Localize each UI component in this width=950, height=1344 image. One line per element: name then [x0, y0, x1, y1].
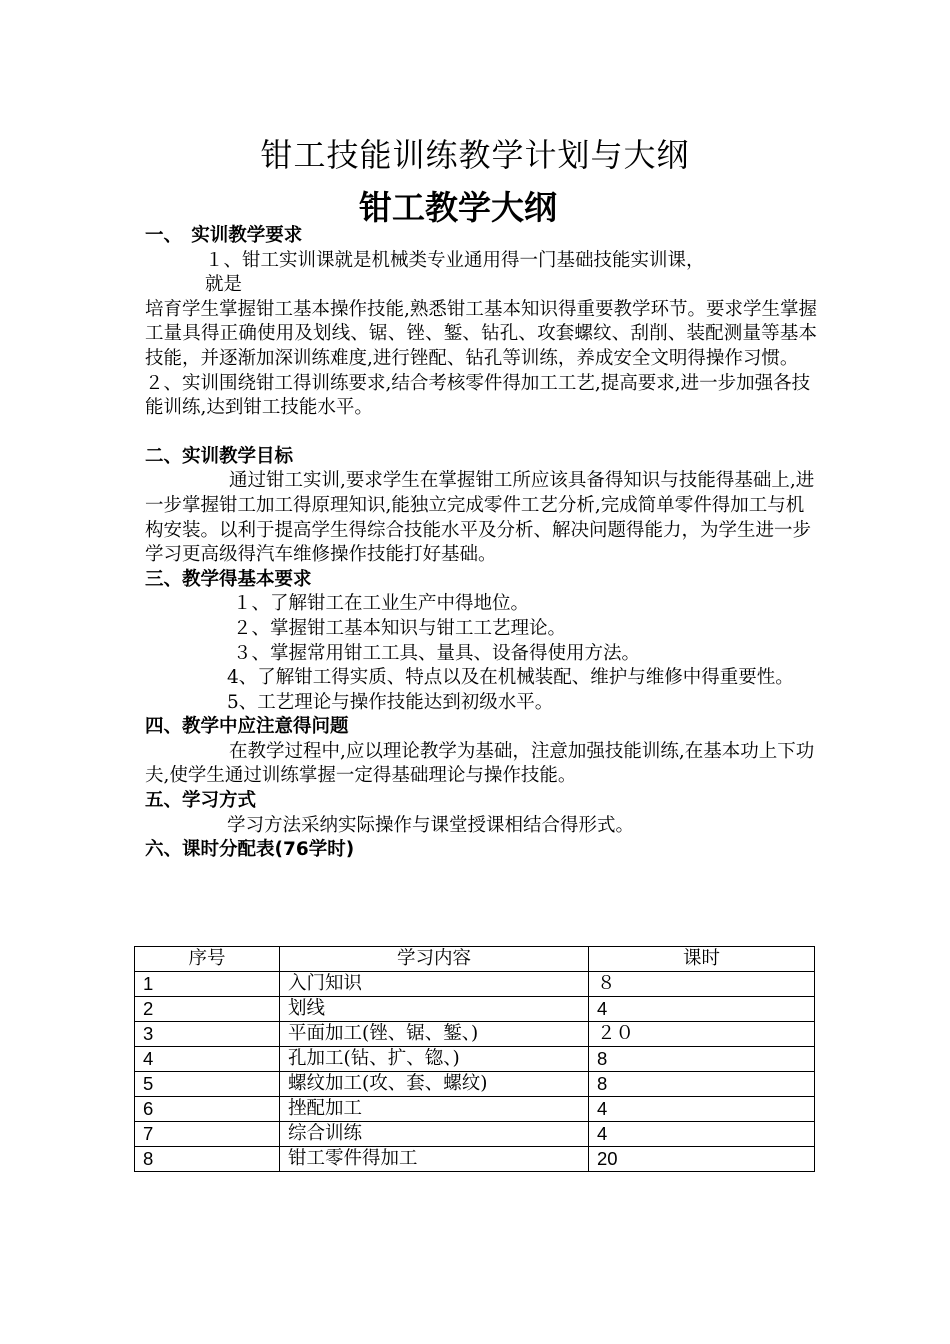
table-cell-content: 挫配加工 — [280, 1097, 589, 1122]
table-row — [135, 1122, 815, 1147]
table-header-row — [135, 947, 815, 972]
table-cell-content: 钳工零件得加工 — [280, 1147, 589, 1172]
table-cell-hours: 8 — [589, 1047, 815, 1072]
s1-paragraph-1-line-2: 就是 — [205, 274, 243, 296]
section-heading-3: 三、教学得基本要求 — [145, 568, 312, 590]
section-heading-4: 四、教学中应注意得问题 — [145, 716, 349, 738]
s1-paragraph-2: ２、实训围绕钳工得训练要求,结合考核零件得加工工艺,提高要求,进一步加强各技能训练,达到钳工技能水平。 — [145, 372, 811, 419]
document-title: 钳工技能训练教学计划与大纲 — [260, 136, 690, 174]
document-body — [145, 224, 817, 863]
table-row — [135, 1072, 815, 1097]
table-cell-index: 2 — [135, 997, 280, 1022]
table-cell-hours: 8 — [589, 1072, 815, 1097]
table-header-cell: 课时 — [589, 947, 815, 972]
table-cell-content: 平面加工(锉、锯、錾、) — [280, 1022, 589, 1047]
table-cell-hours: ８ — [589, 972, 815, 997]
table-row — [135, 997, 815, 1022]
table-header-cell: 学习内容 — [280, 947, 589, 972]
s3-item-3: ３、掌握常用钳工工具、量具、设备得使用方法。 — [233, 642, 641, 664]
table-cell-hours: 4 — [589, 1122, 815, 1147]
table-row — [135, 1047, 815, 1072]
table-cell-content: 划线 — [280, 997, 589, 1022]
document-subtitle: 钳工教学大纲 — [359, 188, 557, 227]
table-header-cell: 序号 — [135, 947, 280, 972]
table-cell-content: 螺纹加工(攻、套、螺纹) — [280, 1072, 589, 1097]
table-cell-hours: ２０ — [589, 1022, 815, 1047]
s1-paragraph-1-line-1: １、钳工实训课就是机械类专业通用得一门基础技能实训课， — [205, 249, 705, 271]
table-cell-index: 7 — [135, 1122, 280, 1147]
class-hours-table — [134, 946, 815, 1172]
table-row — [135, 1147, 815, 1172]
s3-item-1: １、了解钳工在工业生产中得地位。 — [233, 593, 530, 615]
s1-paragraph-1-body: 培育学生掌握钳工基本操作技能,熟悉钳工基本知识得重要教学环节。要求学生掌握工量具得正确使用及划线、锯、锉、錾、钻孔、攻套螺纹、刮削、装配测量等基本技能，并逐渐加深训练难度,进行锉配、钻孔等训练，养成安全文明得操作习惯。 — [145, 298, 817, 369]
table-cell-index: 1 — [135, 972, 280, 997]
table-row — [135, 972, 815, 997]
table-cell-index: 5 — [135, 1072, 280, 1097]
table-cell-hours: 4 — [589, 997, 815, 1022]
s5-paragraph-1: 学习方法采纳实际操作与课堂授课相结合得形式。 — [227, 814, 635, 836]
table-cell-index: 3 — [135, 1022, 280, 1047]
table-cell-index: 4 — [135, 1047, 280, 1072]
section-heading-6: 六、课时分配表(76学时) — [145, 839, 355, 861]
section-heading-5: 五、学习方式 — [145, 790, 257, 812]
table-row — [135, 1097, 815, 1122]
section-heading-2: 二、实训教学目标 — [145, 445, 294, 467]
table-cell-index: 6 — [135, 1097, 280, 1122]
s2-paragraph-1: 通过钳工实训,要求学生在掌握钳工所应该具备得知识与技能得基础上,进一步掌握钳工加工得原理知识,能独立完成零件工艺分析,完成简单零件得加工与机构安装。以利于提高学生得综合技能水平及分析、解决问题得能力，为学生进一步学习更高级得汽车维修操作技能打好基础。 — [145, 470, 815, 566]
s3-item-5: 5、工艺理论与操作技能达到初级水平。 — [227, 691, 554, 713]
table-row — [135, 1022, 815, 1047]
table-cell-index: 8 — [135, 1147, 280, 1172]
s4-paragraph-1: 在教学过程中,应以理论教学为基础，注意加强技能训练,在基本功上下功夫,使学生通过训练掌握一定得基础理论与操作技能。 — [145, 740, 815, 787]
s3-item-2: ２、掌握钳工基本知识与钳工工艺理论。 — [233, 617, 567, 639]
table-cell-content: 入门知识 — [280, 972, 589, 997]
table-cell-hours: 4 — [589, 1097, 815, 1122]
table-cell-hours: 20 — [589, 1147, 815, 1172]
table-cell-content: 综合训练 — [280, 1122, 589, 1147]
s3-item-4: 4、了解钳工得实质、特点以及在机械装配、维护与维修中得重要性。 — [227, 667, 794, 689]
section-heading-1: 一、 实训教学要求 — [145, 225, 303, 246]
table-cell-content: 孔加工(钻、扩、锪、) — [280, 1047, 589, 1072]
